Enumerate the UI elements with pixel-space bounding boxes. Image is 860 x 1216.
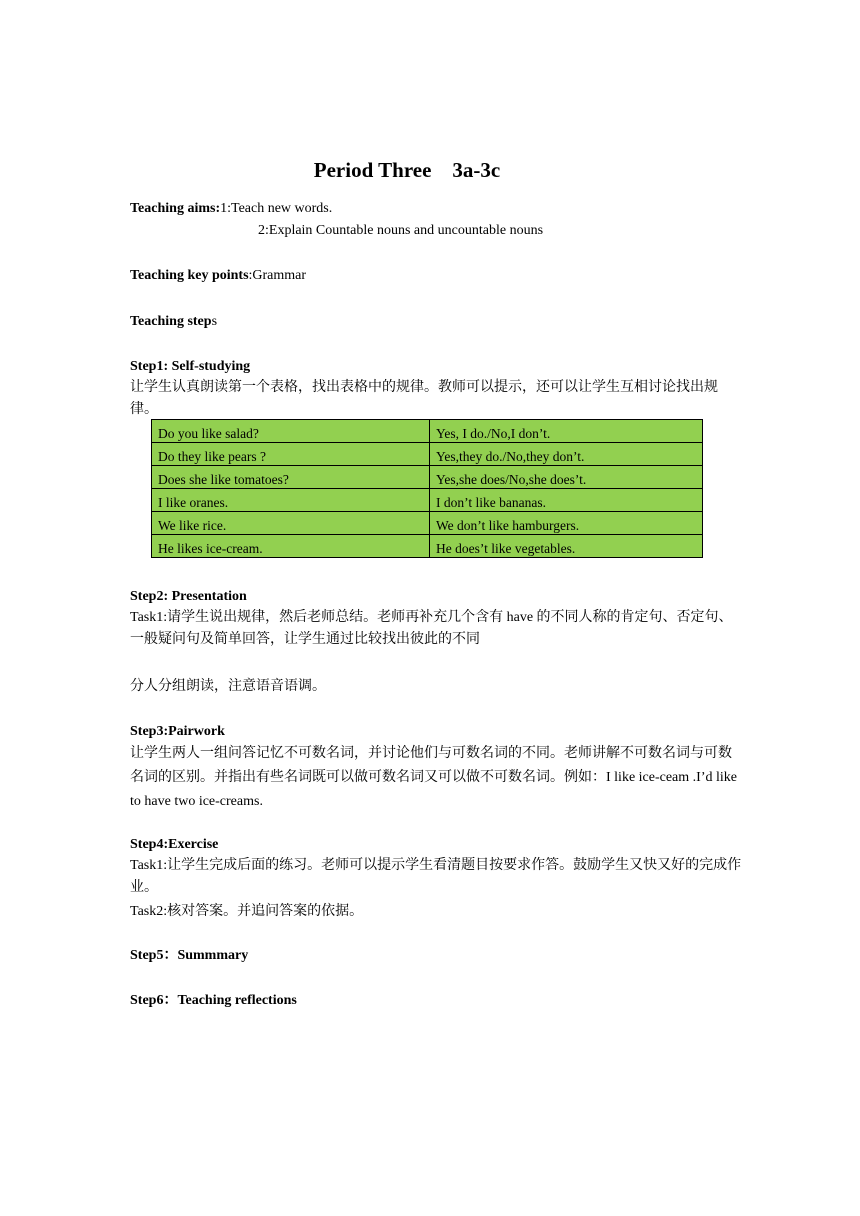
key-points-label: Teaching key points: [130, 268, 249, 283]
sentence-pattern-table: [151, 419, 703, 558]
step4-task2: Task2:核对答案。并追问答案的依据。: [130, 904, 364, 919]
step4-task1: Task1:让学生完成后面的练习。老师可以提示学生看清题目按要求作答。鼓励学生又快又好的完成作业。: [130, 858, 742, 895]
table-cell: We like rice.: [152, 512, 430, 535]
table-row: [152, 512, 703, 535]
teaching-aim-2: 2:Explain Countable nouns and uncountable nouns: [258, 223, 544, 238]
teaching-aim-1: 1:Teach new words.: [220, 201, 333, 216]
table-cell: He likes ice-cream.: [152, 535, 430, 558]
page-title: Period Three 3a-3c: [313, 158, 501, 182]
key-points-line: [130, 266, 306, 286]
table-row: [152, 489, 703, 512]
step3-heading: Step3:Pairwork: [130, 724, 225, 739]
teaching-aims-label: Teaching aims:: [130, 201, 221, 216]
table-row: [152, 443, 703, 466]
step2-heading: Step2: Presentation: [130, 589, 247, 604]
teaching-steps-rest: s: [211, 314, 218, 329]
table-cell: Do they like pears ?: [152, 443, 430, 466]
step5-heading: Step5：Summmary: [130, 948, 249, 963]
teaching-steps-heading: [130, 312, 217, 332]
key-points-value: :Grammar: [248, 268, 307, 283]
step1-text: 让学生认真朗读第一个表格，找出表格中的规律。教师可以提示，还可以让学生互相讨论找出规律。: [130, 380, 718, 417]
step3-text: 让学生两人一组问答记忆不可数名词，并讨论他们与可数名词的不同。老师讲解不可数名词与可数名词的区别。并指出有些名词既可以做可数名词又可以做不可数名词。例如：I like ice-ceam .I’d like to have two ice-creams.: [130, 746, 737, 809]
table-cell: He does’t like vegetables.: [430, 535, 703, 558]
table-cell: Yes,she does/No,she does’t.: [430, 466, 703, 489]
step1-heading: Step1: Self-studying: [130, 359, 251, 374]
step2-task1: Task1:请学生说出规律，然后老师总结。老师再补充几个含有 have 的不同人称的肯定句、否定句、一般疑问句及简单回答，让学生通过比较找出彼此的不同: [130, 610, 733, 647]
table-cell: Does she like tomatoes?: [152, 466, 430, 489]
teaching-steps-bold: Teaching step: [130, 314, 212, 329]
table-cell: I don’t like bananas.: [430, 489, 703, 512]
table-cell: I like oranes.: [152, 489, 430, 512]
table-cell: Yes, I do./No,I don’t.: [430, 420, 703, 443]
teaching-aims-line: [130, 199, 332, 219]
table-row: [152, 420, 703, 443]
table-row: [152, 466, 703, 489]
step2-extra: 分人分组朗读，注意语音语调。: [130, 679, 326, 694]
table-cell: We don’t like hamburgers.: [430, 512, 703, 535]
table-cell: Yes,they do./No,they don’t.: [430, 443, 703, 466]
table-row: [152, 535, 703, 558]
step6-heading: Step6：Teaching reflections: [130, 993, 297, 1008]
table-cell: Do you like salad?: [152, 420, 430, 443]
step4-heading: Step4:Exercise: [130, 837, 219, 852]
